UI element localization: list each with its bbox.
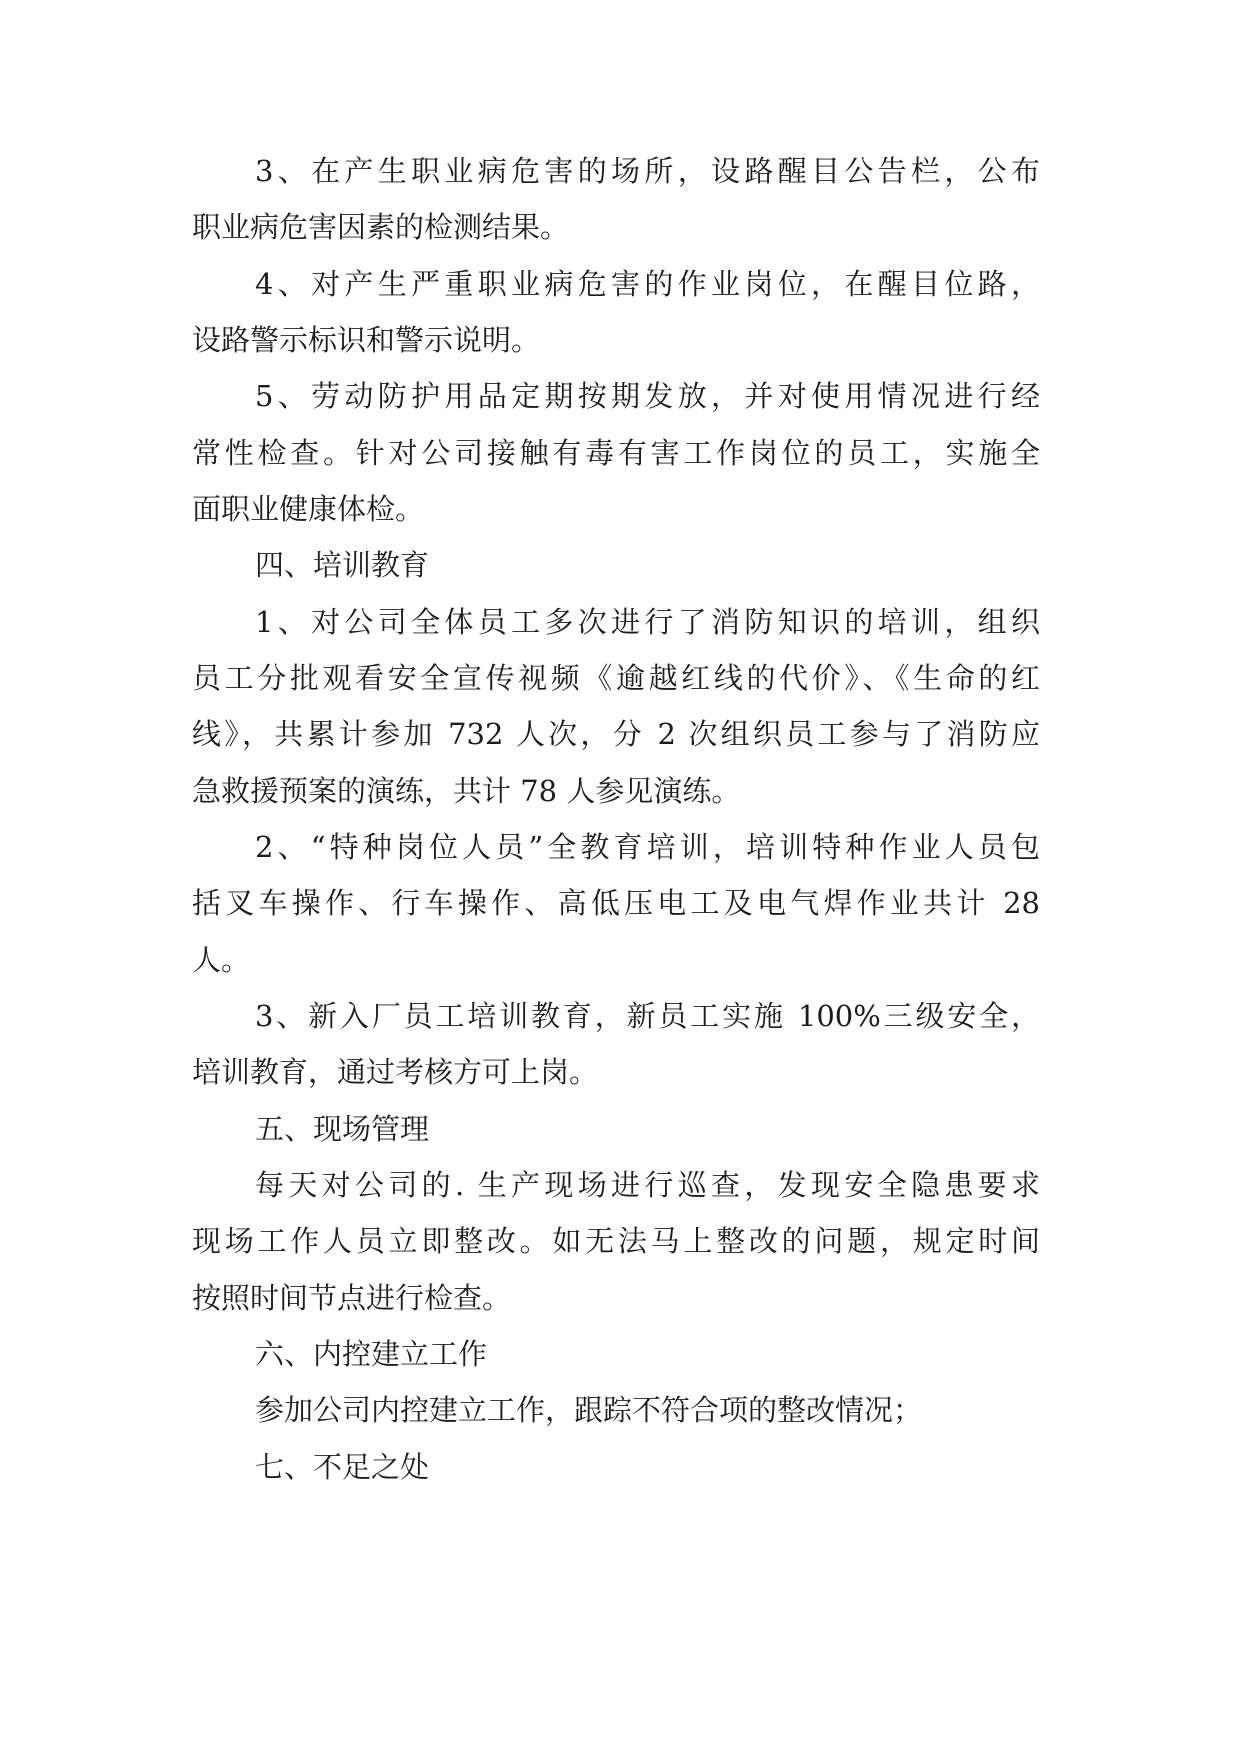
text-line: 常性检查。针对公司接触有毒有害工作岗位的员工，实施全 (192, 436, 1040, 470)
text-line: 按照时间节点进行检查。 (192, 1281, 512, 1315)
text-line: 参加公司内控建立工作，跟踪不符合项的整改情况； (255, 1393, 923, 1427)
text-line: 员工分批观看安全宣传视频《逾越红线的代价》、《生命的红 (192, 661, 1040, 695)
text-line: 现场工作人员立即整改。如无法马上整改的问题，规定时间 (192, 1224, 1040, 1258)
section-heading: 五、现场管理 (255, 1112, 430, 1146)
text-line: 3、新入厂员工培训教育，新员工实施 100%三级安全， (255, 999, 1040, 1033)
text-line: 职业病危害因素的检测结果。 (192, 210, 570, 244)
text-line: 急救援预案的演练，共计 78 人参见演练。 (192, 774, 741, 808)
text-line: 人。 (192, 943, 251, 977)
text-line: 1、对公司全体员工多次进行了消防知识的培训，组织 (255, 605, 1040, 639)
text-line: 5、劳动防护用品定期按期发放，并对使用情况进行经 (255, 379, 1040, 413)
text-line: 2、“特种岗位人员”全教育培训，培训特种作业人员包 (255, 830, 1040, 864)
section-heading: 四、培训教育 (255, 548, 430, 582)
section-heading: 六、内控建立工作 (255, 1337, 488, 1371)
text-line: 面职业健康体检。 (192, 492, 425, 526)
text-line: 设路警示标识和警示说明。 (192, 323, 541, 357)
text-line: 培训教育，通过考核方可上岗。 (192, 1055, 599, 1089)
text-line: 3、在产生职业病危害的场所，设路醒目公告栏，公布 (255, 154, 1040, 188)
text-line: 括叉车操作、行车操作、高低压电工及电气焊作业共计 28 (192, 886, 1040, 920)
section-heading: 七、不足之处 (255, 1450, 430, 1484)
text-line: 4、对产生严重职业病危害的作业岗位，在醒目位路， (255, 267, 1040, 301)
text-line: 每天对公司的. 生产现场进行巡查，发现安全隐患要求 (255, 1168, 1040, 1202)
text-line: 线》，共累计参加 732 人次，分 2 次组织员工参与了消防应 (192, 717, 1040, 751)
